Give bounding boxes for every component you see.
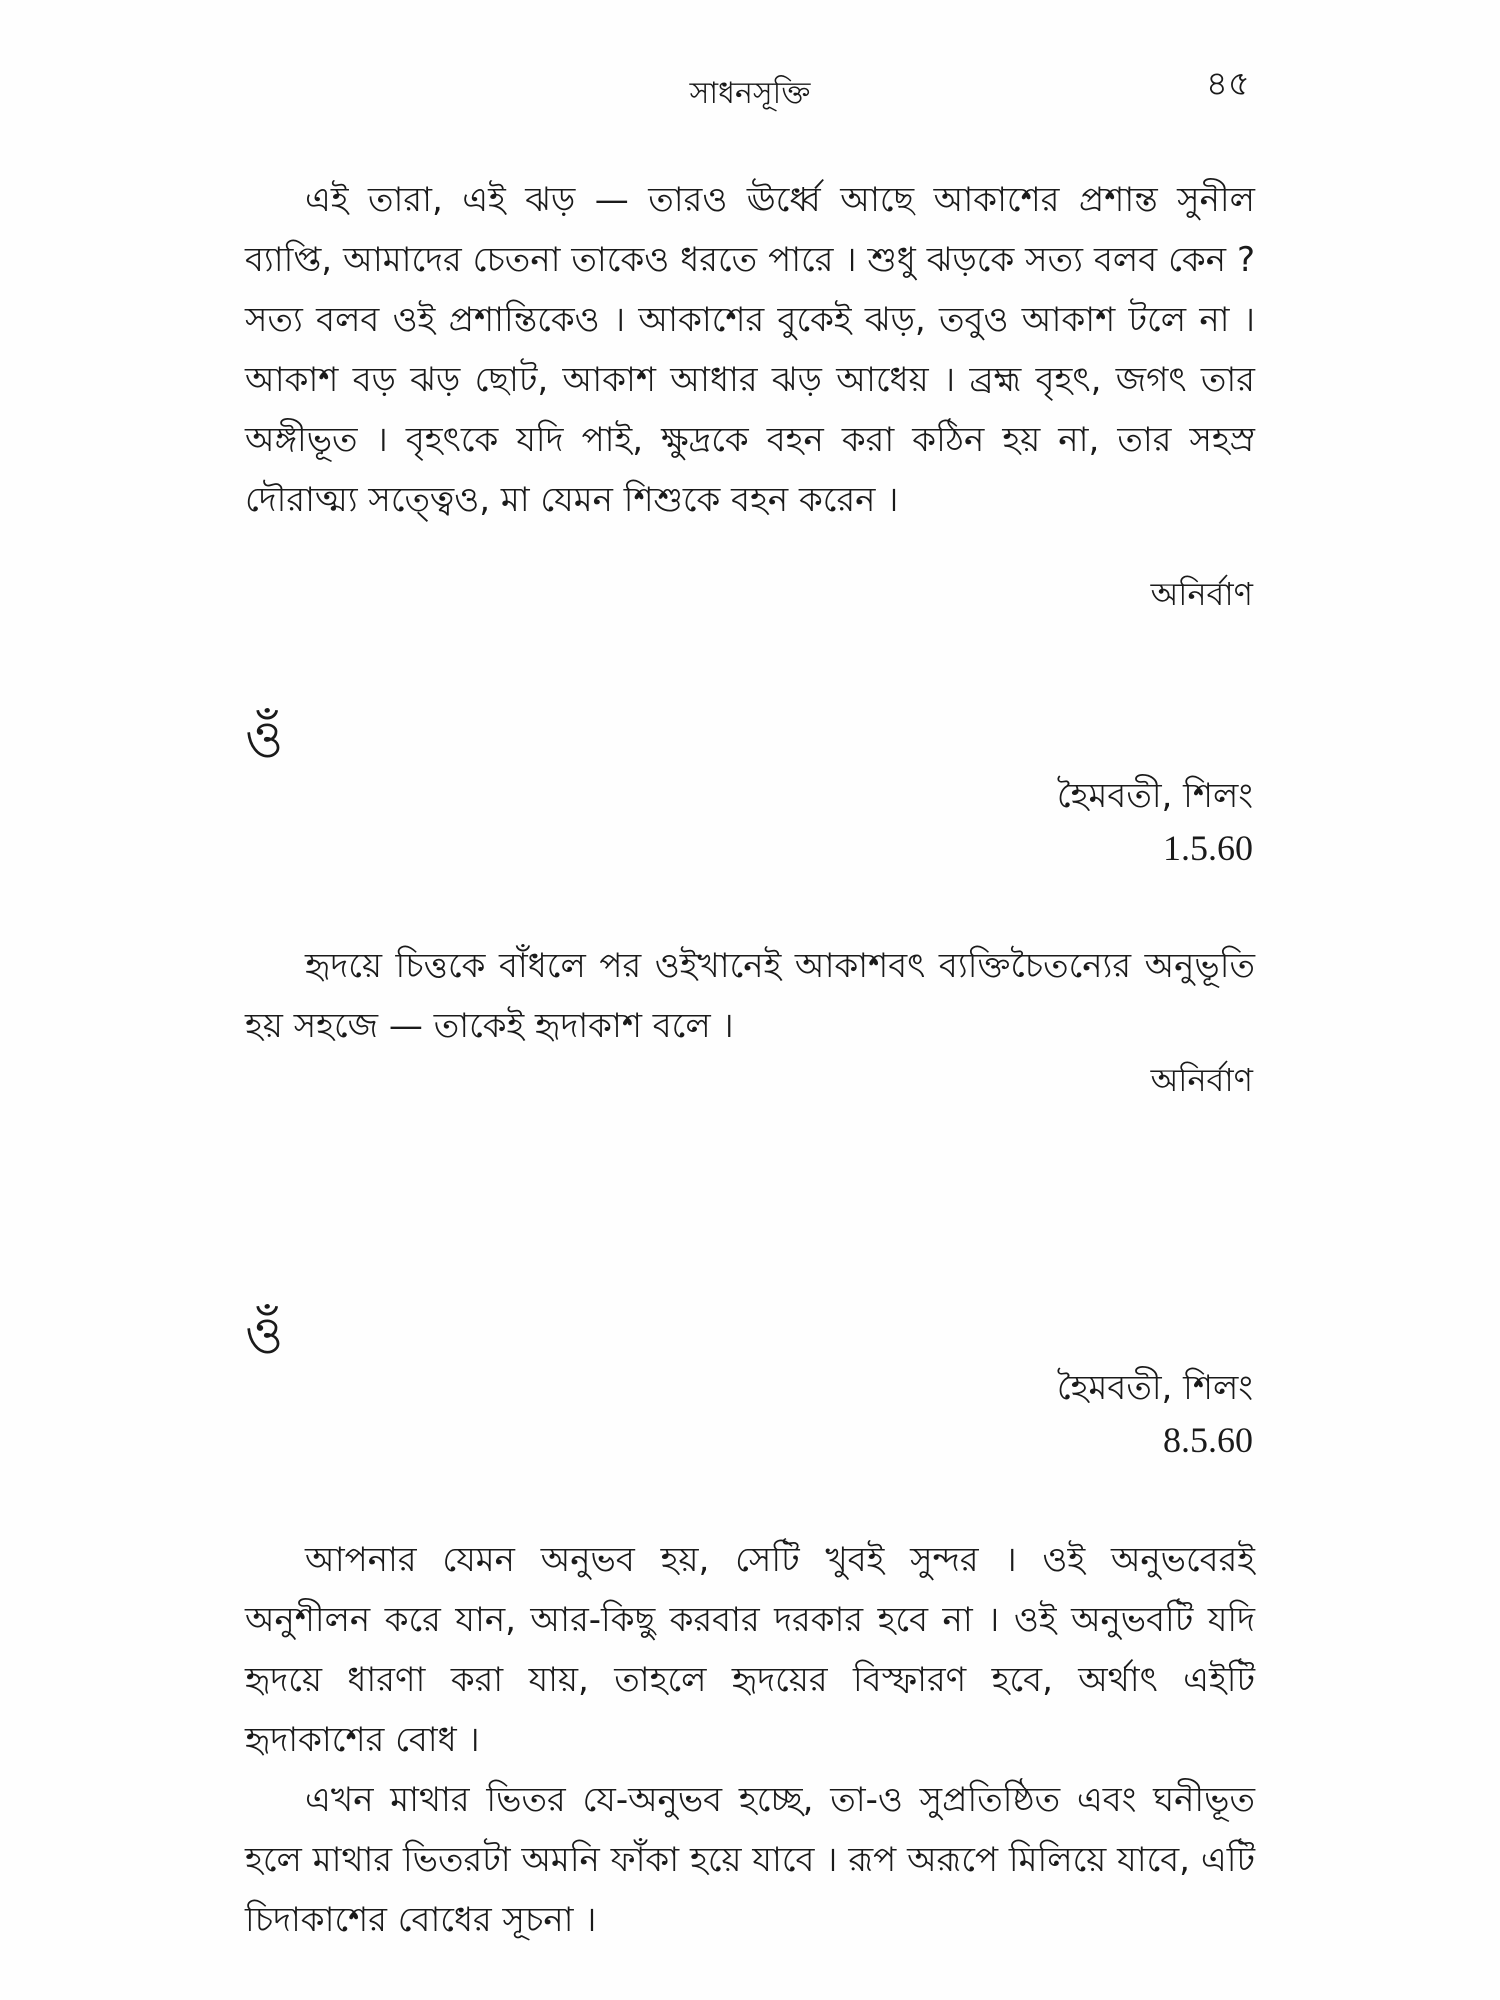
letter-place: হৈমবতী, শিলং (1056, 1368, 1253, 1408)
paragraph-heart-space: হৃদয়ে চিত্তকে বাঁধলে পর ওইখানেই আকাশবৎ ব্যক্তিচৈতন্যের অনুভূতি হয় সহজে — তাকেই হৃদাকাশ বলে । (245, 946, 1255, 1046)
paragraph-chidakasha: এখন মাথার ভিতর যে-অনুভব হচ্ছে, তা-ও সুপ্রতিষ্ঠিত এবং ঘনীভূত হলে মাথার ভিতরটা অমনি ফাঁকা হয়ে যাবে । রূপ অরূপে মিলিয়ে যাবে, এটি চিদাকাশের বোধের সূচনা । (245, 1780, 1255, 1940)
signature: অনির্বাণ (1150, 575, 1253, 613)
letter-date: 8.5.60 (1163, 1420, 1253, 1460)
running-title: সাধনসূক্তি (689, 76, 811, 111)
om-symbol: ওঁ (245, 710, 284, 770)
letter-date: 1.5.60 (1163, 828, 1253, 868)
page-number: ৪৫ (1205, 64, 1250, 104)
paragraph-sky-and-storm: এই তারা, এই ঝড় — তারও ঊর্ধ্বে আছে আকাশের প্রশান্ত সুনীল ব্যাপ্তি, আমাদের চেতনা তাকেও ধরতে পারে । শুধু ঝড়কে সত্য বলব কেন ? সত্য বলব ওই প্রশান্তিকেও । আকাশের বুকেই ঝড়, তবুও আকাশ টলে না । আকাশ বড় ঝড় ছোট, আকাশ আধার ঝড় আধেয় । ব্রহ্ম বৃহৎ, জগৎ তার অঙ্গীভূত । বৃহৎকে যদি পাই, ক্ষুদ্রকে বহন করা কঠিন হয় না, তার সহস্র দৌরাত্ম্য সত্ত্বেও, মা যেমন শিশুকে বহন করেন । (245, 180, 1255, 520)
letter-place: হৈমবতী, শিলং (1056, 776, 1253, 816)
paragraph-anubhava: আপনার যেমন অনুভব হয়, সেটি খুবই সুন্দর । ওই অনুভবেরই অনুশীলন করে যান, আর-কিছু করবার দরকার হবে না । ওই অনুভবটি যদি হৃদয়ে ধারণা করা যায়, তাহলে হৃদয়ের বিস্ফারণ হবে, অর্থাৎ এইটি হৃদাকাশের বোধ । (245, 1540, 1255, 1760)
signature: অনির্বাণ (1150, 1061, 1253, 1099)
om-symbol: ওঁ (245, 1306, 284, 1366)
